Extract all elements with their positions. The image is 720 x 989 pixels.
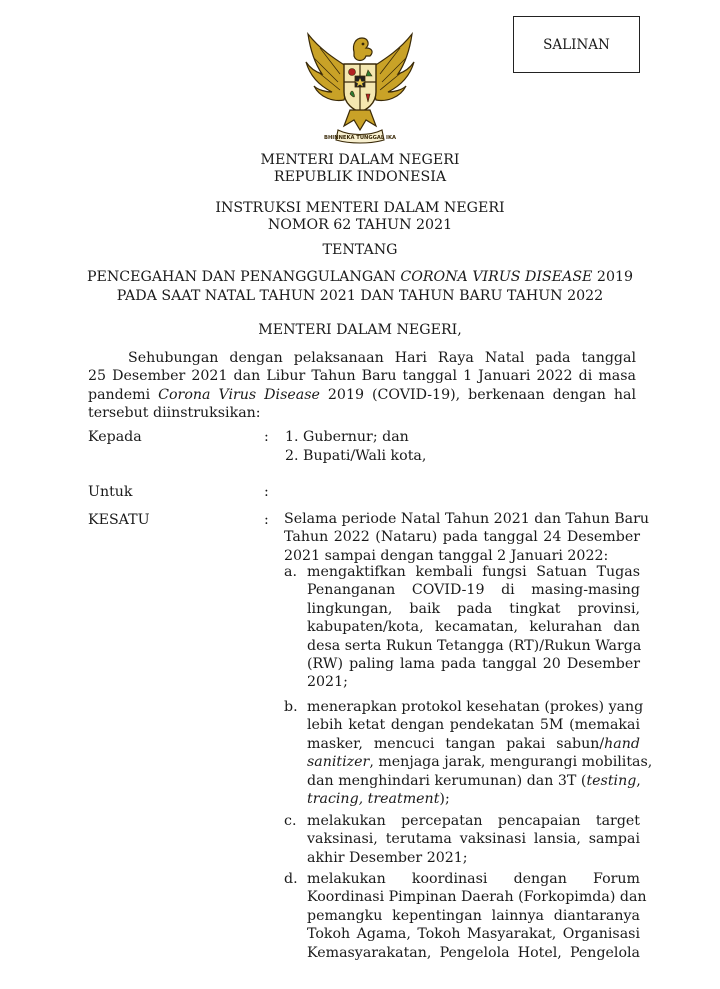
tentang-heading: TENTANG (322, 242, 398, 258)
salinan-label: SALINAN (543, 36, 610, 53)
preamble-line3-a: pandemi (88, 386, 159, 403)
item-b-line2: lebih ketat dengan pendekatan 5M (memakai (307, 717, 640, 734)
subject-line1-b: 2019 (592, 269, 634, 285)
item-a-line3: lingkungan, baik pada tingkat provinsi, (307, 600, 640, 617)
kesatu-intro (284, 510, 650, 565)
item-a-letter: a. (284, 564, 297, 580)
garuda-emblem-graphic (300, 22, 420, 147)
item-a-line6: (RW) paling lama pada tanggal 20 Desember (307, 656, 640, 673)
item-b-line3 (307, 735, 640, 753)
preamble-line3 (88, 386, 636, 404)
instruction-title-line2: NOMOR 62 TAHUN 2021 (267, 217, 453, 233)
item-d-line1: melakukan koordinasi dengan Forum (307, 871, 640, 887)
item-c-line1: melakukan percepatan pencapaian target (307, 813, 640, 829)
item-d-text (307, 870, 647, 962)
kesatu-intro-line1: Selama periode Natal Tahun 2021 dan Tahun Baru (284, 511, 650, 527)
item-d-letter: d. (284, 871, 298, 887)
item-c-text (307, 812, 640, 867)
minister-heading-line2: REPUBLIK INDONESIA (273, 169, 447, 185)
item-d-line4: Tokoh Agama, Tokoh Masyarakat, Organisasi (307, 926, 640, 943)
item-b-line5 (307, 772, 640, 790)
preamble-line3-italic: Corona Virus Disease (158, 386, 320, 403)
kepada-item-2: 2. Bupati/Wali kota, (285, 448, 427, 464)
preamble-line4: tersebut diinstruksikan: (88, 405, 261, 422)
item-c-letter: c. (284, 813, 297, 829)
subject-line1-italic: CORONA VIRUS DISEASE (400, 269, 593, 285)
item-b-line5-a: dan menghindari kerumunan) dan 3T ( (307, 772, 587, 789)
item-b-line3-italic: hand (604, 735, 640, 752)
item-b-line5-b: , (636, 772, 641, 789)
item-d-line2: Koordinasi Pimpinan Daerah (Forkopimda) dan (307, 889, 647, 906)
kepada-label: Kepada (88, 429, 142, 445)
item-a-text (307, 563, 640, 692)
item-a-line4: kabupaten/kota, kecamatan, kelurahan dan (307, 619, 640, 636)
garuda-emblem (300, 22, 420, 147)
salinan-stamp (513, 16, 640, 73)
minister-heading-line1: MENTERI DALAM NEGERI (260, 152, 460, 168)
kepada-colon: : (264, 429, 269, 445)
subject-line1-a: PENCEGAHAN DAN PENANGGULANGAN (86, 269, 401, 285)
item-b-line6-italic: tracing, treatment (307, 791, 440, 808)
item-b-text (307, 698, 653, 808)
item-b-letter: b. (284, 699, 298, 715)
minister-title: MENTERI DALAM NEGERI, (258, 322, 462, 338)
item-a-line1: mengaktifkan kembali fungsi Satuan Tugas (307, 564, 640, 580)
kesatu-intro-line3: 2021 sampai dengan tanggal 2 Januari 2022: (284, 547, 609, 564)
kesatu-colon: : (264, 512, 269, 528)
kepada-item-1: 1. Gubernur; dan (285, 429, 409, 445)
item-b-line6 (307, 790, 640, 808)
item-b-line4 (307, 753, 653, 771)
item-b-line5-italic: testing (586, 772, 637, 789)
preamble-line1-text: Sehubungan dengan pelaksanaan Hari Raya Natal pada tanggal (128, 350, 636, 366)
item-c-line3: akhir Desember 2021; (307, 849, 468, 866)
item-b-line4-b: , menjaga jarak, mengurangi mobilitas, (369, 754, 653, 771)
untuk-colon: : (264, 484, 269, 500)
untuk-label: Untuk (88, 484, 133, 500)
preamble-line2: 25 Desember 2021 dan Libur Tahun Baru tanggal 1 Januari 2022 di masa (88, 368, 636, 385)
kesatu-label: KESATU (88, 512, 150, 528)
item-a-line2: Penanganan COVID-19 di masing-masing (307, 582, 640, 599)
preamble-line1 (88, 349, 636, 367)
item-d-line3: pemangku kepentingan lainnya diantaranya (307, 907, 640, 924)
instruction-title-line1: INSTRUKSI MENTERI DALAM NEGERI (215, 200, 505, 216)
item-d-line5: Kemasyarakatan, Pengelola Hotel, Pengelola (307, 944, 640, 961)
subject-line2: PADA SAAT NATAL TAHUN 2021 DAN TAHUN BARU TAHUN 2022 (116, 288, 604, 304)
emblem-motto: BHINNEKA TUNGGAL IKA (324, 135, 396, 141)
preamble-paragraph (88, 349, 636, 423)
item-b-line1: menerapkan protokol kesehatan (prokes) yang (307, 699, 644, 715)
subject-line1 (0, 268, 720, 286)
kesatu-intro-line2: Tahun 2022 (Nataru) pada tanggal 24 Desember (284, 529, 640, 546)
item-a-line7: 2021; (307, 674, 348, 691)
item-b-line4-italic: sanitizer (307, 754, 370, 771)
preamble-line3-b: 2019 (COVID-19), berkenaan dengan hal (319, 386, 636, 403)
item-c-line2: vaksinasi, terutama vaksinasi lansia, sampai (307, 831, 640, 848)
item-b-line6-b: ); (439, 791, 450, 808)
item-b-line3-a: masker, mencuci tangan pakai sabun/ (307, 735, 605, 752)
item-a-line5: desa serta Rukun Tetangga (RT)/Rukun Warga (307, 637, 642, 654)
